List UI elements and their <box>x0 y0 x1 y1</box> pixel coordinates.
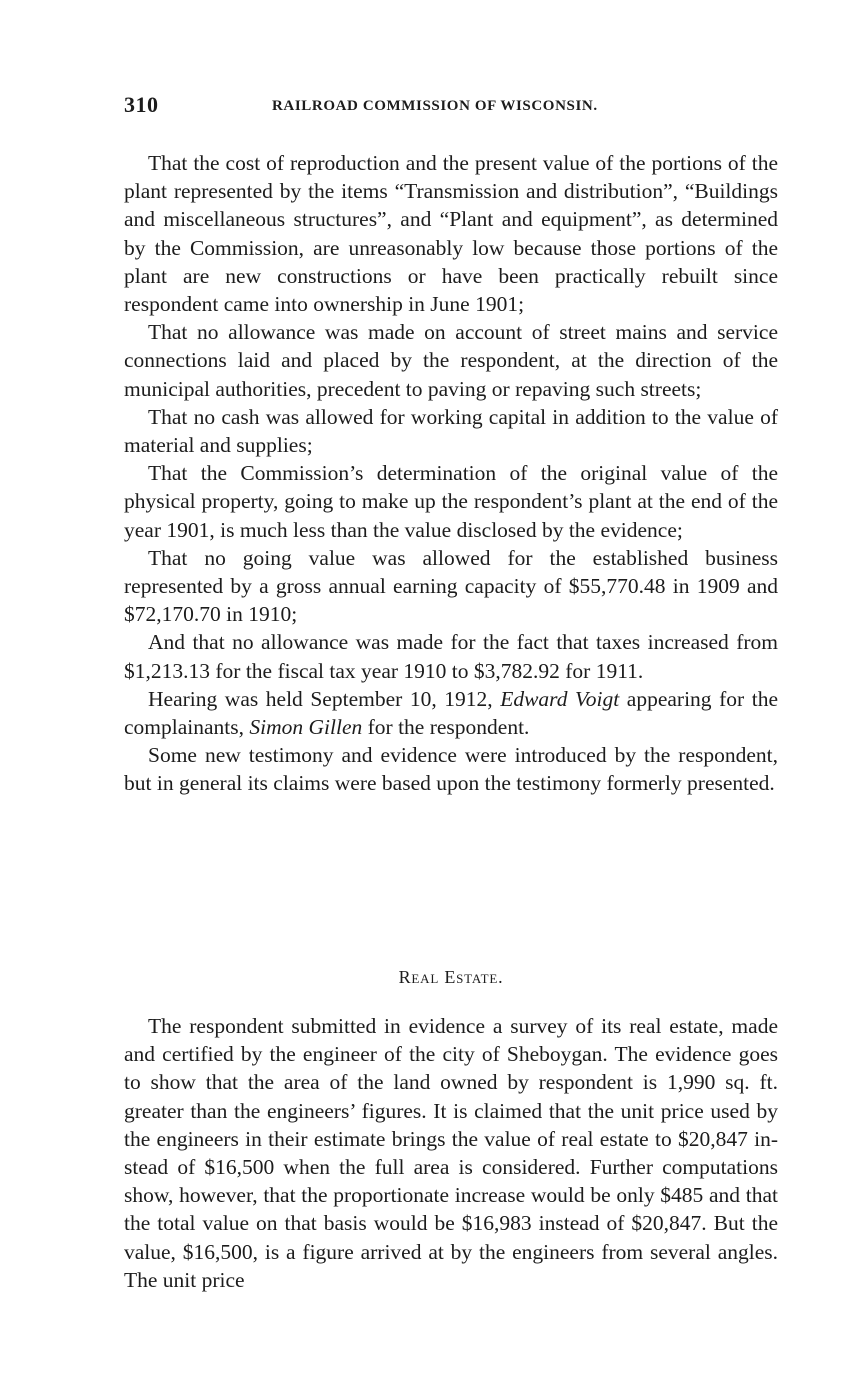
running-title: RAILROAD COMMISSION OF WISCONSIN. <box>272 98 598 114</box>
section-heading-real-estate: Real Estate. <box>398 967 504 987</box>
hearing-text-end: for the respondent. <box>362 715 530 740</box>
paragraph-testimony: Some new testimony and evidence were introduced by the respondent, but in general its claims were based upon the testimony formerly presented. <box>124 743 778 796</box>
body-text <box>124 149 778 798</box>
hearing-text-start: Hearing was held September 10, 1912, <box>148 686 501 711</box>
paragraph-taxes: And that no allowance was made for the fact that taxes increased from $1,213.13 for the fiscal tax year 1910 to $3,782.92 for 1911. <box>124 630 778 683</box>
page-number: 310 <box>124 92 159 117</box>
paragraph-reproduction-cost: That the cost of reproduction and the present value of the portions of the plant represented by the items “Transmission and distribution”, “Buildings and miscellaneous structures”, and “Plant and equipment”, as determined by the Commission, are unreasonably low because those portions of the plant are new constructions or have been practically rebuilt since respondent came into ownership in June 1901; <box>124 151 778 317</box>
paragraph-working-capital: That no cash was allowed for working capital in addition to the value of material and supplies; <box>124 404 778 458</box>
running-head <box>124 92 784 122</box>
respondent-counsel-name: Simon Gillen <box>249 715 363 740</box>
paragraph-street-mains: That no allowance was made on account of street mains and service connections laid and placed by the respondent, at the direction of the municipal authorities, precedent to paving or repaving such streets; <box>124 320 778 401</box>
paragraph-going-value: That no going value was allowed for the established business represented by a gross annual earning capacity of $55,770.48 in 1909 and $72,170.70 in 1910; <box>124 545 778 627</box>
paragraph-hearing <box>124 685 778 741</box>
section-body-real-estate <box>124 1012 778 1294</box>
paragraph-real-estate-survey: The respondent submitted in evidence a survey of its real estate, made and certified by the engineer of the city of Sheboygan. The evidence goes to show that the area of the land owned by respondent is 1,990 sq. ft. greater than the engineers’ figures. It is claimed that the unit price used by the engineers in their estimate brings the value of real estate to $20,847 instead of $16,500 when the full area is considered. Further computations show, however, that the proportionate increase would be only $485 and that the total value on that basis would be $16,983 instead of $20,847. But the value, $16,500, is a figure arrived at by the engineers from several angles. The unit price <box>124 1014 778 1292</box>
paragraph-original-value: That the Commission’s determination of the original value of the physical property, going to make up the respondent’s plant at the end of the year 1901, is much less than the value disclosed by the evidence; <box>124 461 778 542</box>
hearing-text-middle: appearing for the complainants, <box>124 686 778 740</box>
complainants-counsel-name: Edward Voigt <box>500 686 620 711</box>
